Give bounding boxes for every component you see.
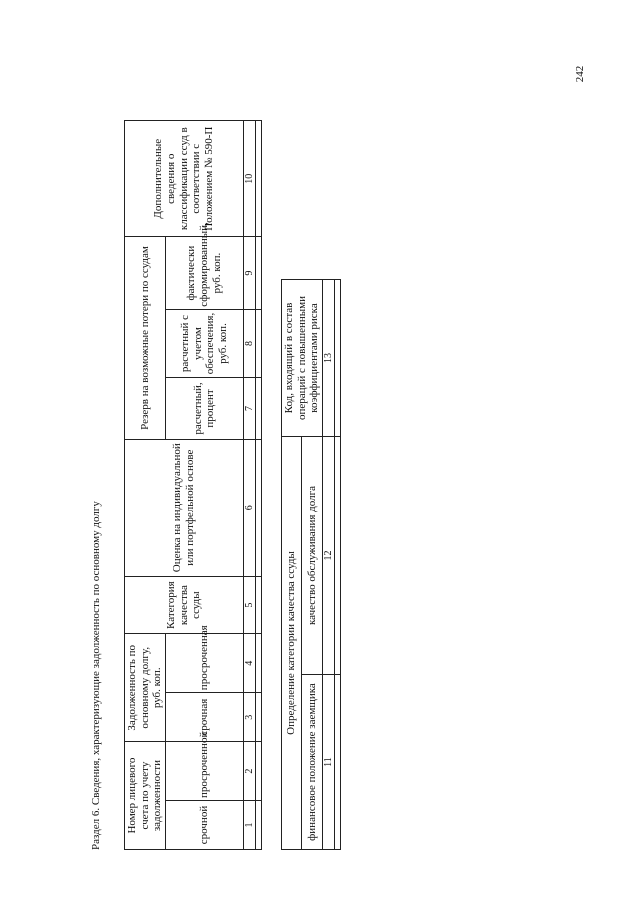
empty-cell <box>256 439 262 576</box>
empty-cell <box>335 675 341 850</box>
column-number: 2 <box>243 742 256 801</box>
column-number: 4 <box>243 634 256 693</box>
column-number: 12 <box>322 437 335 675</box>
header-debt-current: срочная <box>165 693 243 742</box>
header-debt-service-quality: качество обслуживания долга <box>302 437 322 675</box>
column-number: 6 <box>243 439 256 576</box>
empty-cell <box>256 693 262 742</box>
empty-cell <box>256 309 262 378</box>
column-number: 9 <box>243 237 256 309</box>
header-risk-code: Код, входящий в состав операций с повышенными коэффициентами риска <box>282 280 323 437</box>
empty-cell <box>256 742 262 801</box>
header-account-overdue: просроченной <box>165 742 243 801</box>
column-number: 3 <box>243 693 256 742</box>
column-number: 10 <box>243 121 256 237</box>
header-reserve-actual: фактически сформированный, руб. коп. <box>165 237 243 309</box>
column-number: 1 <box>243 801 256 850</box>
header-assessment-basis: Оценка на индивидуальной или портфельной основе <box>125 439 244 576</box>
column-number: 11 <box>322 675 335 850</box>
column-number: 7 <box>243 378 256 439</box>
rotated-content <box>70 70 370 850</box>
header-additional-info: Дополнительные сведения о классификации ссуд в соответствии с Положением № 590-П <box>125 121 244 237</box>
header-borrower-financial-position: финансовое положение заемщика <box>302 675 322 850</box>
empty-cell <box>256 634 262 693</box>
empty-cell <box>256 801 262 850</box>
empty-cell <box>335 437 341 675</box>
header-quality-determination: Определение категории качества ссуды <box>282 437 302 850</box>
empty-cell <box>256 576 262 634</box>
column-number: 13 <box>322 280 335 437</box>
header-account-current: срочной <box>165 801 243 850</box>
header-reserve: Резерв на возможные потери по ссудам <box>125 237 166 439</box>
header-debt: Задолженность по основному долгу, руб. коп. <box>125 634 166 742</box>
empty-cell <box>256 237 262 309</box>
empty-cell <box>256 378 262 439</box>
header-reserve-calc-security: расчетный с учетом обеспечения, руб. коп. <box>165 309 243 378</box>
column-number: 8 <box>243 309 256 378</box>
header-account: Номер лицевого счета по учету задолженности <box>125 742 166 850</box>
debt-table <box>124 120 262 850</box>
header-debt-overdue: просроченная <box>165 634 243 693</box>
empty-cell <box>335 280 341 437</box>
column-number: 5 <box>243 576 256 634</box>
section-title: Раздел 6. Сведения, характеризующие задолженность по основному долгу <box>90 501 102 850</box>
quality-table <box>281 279 341 850</box>
header-reserve-percent: расчетный, процент <box>165 378 243 439</box>
page-number: 242 <box>574 65 586 83</box>
empty-cell <box>256 121 262 237</box>
header-quality-category: Категория качества ссуды <box>125 576 244 634</box>
